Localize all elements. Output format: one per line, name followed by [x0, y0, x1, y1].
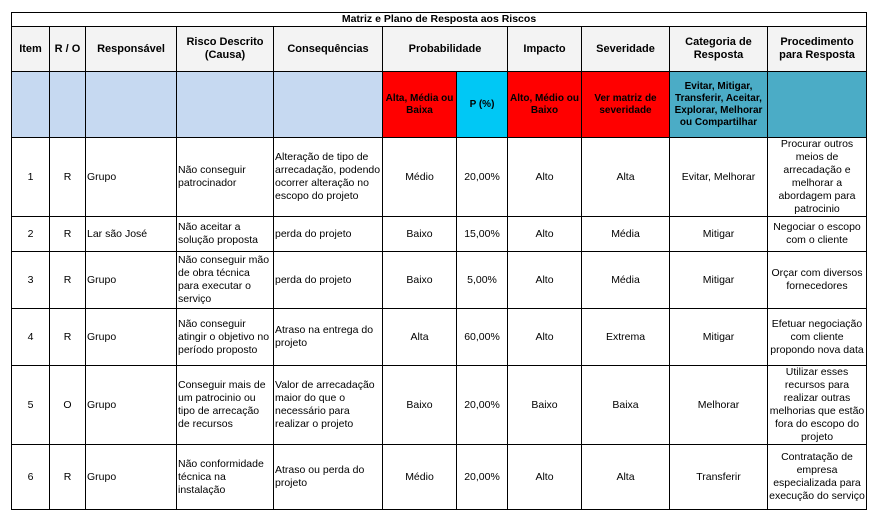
- legend-severidade: Ver matriz de severidade: [582, 72, 670, 138]
- cell-severidade: Extrema: [582, 309, 670, 366]
- cell-categoria: Evitar, Melhorar: [670, 138, 768, 217]
- cell-responsavel: Lar são José: [86, 217, 177, 252]
- table-row: [12, 138, 867, 217]
- cell-risco: Não conformidade técnica na instalação: [177, 445, 274, 510]
- cell-severidade: Baixa: [582, 366, 670, 445]
- cell-ro: R: [50, 217, 86, 252]
- cell-severidade: Média: [582, 217, 670, 252]
- cell-responsavel: Grupo: [86, 445, 177, 510]
- cell-responsavel: Grupo: [86, 252, 177, 309]
- legend-procedimento-blank: [768, 72, 867, 138]
- cell-ro: R: [50, 252, 86, 309]
- cell-probabilidade: Baixo: [383, 252, 457, 309]
- cell-risco: Não conseguir atingir o objetivo no período proposto: [177, 309, 274, 366]
- legend-categoria: Evitar, Mitigar, Transferir, Aceitar, Explorar, Melhorar ou Compartilhar: [670, 72, 768, 138]
- cell-responsavel: Grupo: [86, 138, 177, 217]
- cell-ro: R: [50, 309, 86, 366]
- cell-impacto: Alto: [508, 252, 582, 309]
- cell-consequencias: Atraso na entrega do projeto: [274, 309, 383, 366]
- cell-impacto: Baixo: [508, 366, 582, 445]
- cell-impacto: Alto: [508, 309, 582, 366]
- legend-impacto: Alto, Médio ou Baixo: [508, 72, 582, 138]
- cell-item: 2: [12, 217, 50, 252]
- cell-probabilidade: Médio: [383, 138, 457, 217]
- header-ro: R / O: [50, 27, 86, 72]
- header-row: [12, 27, 867, 72]
- cell-p: 15,00%: [457, 217, 508, 252]
- header-responsavel: Responsável: [86, 27, 177, 72]
- cell-severidade: Alta: [582, 445, 670, 510]
- table-row: [12, 217, 867, 252]
- cell-categoria: Mitigar: [670, 309, 768, 366]
- cell-procedimento: Contratação de empresa especializada para execução do serviço: [768, 445, 867, 510]
- risk-matrix-table: [11, 12, 867, 510]
- cell-consequencias: Atraso ou perda do projeto: [274, 445, 383, 510]
- header-impacto: Impacto: [508, 27, 582, 72]
- cell-consequencias: perda do projeto: [274, 217, 383, 252]
- cell-procedimento: Efetuar negociação com cliente propondo nova data: [768, 309, 867, 366]
- cell-item: 3: [12, 252, 50, 309]
- cell-categoria: Transferir: [670, 445, 768, 510]
- legend-row: [12, 72, 867, 138]
- cell-impacto: Alto: [508, 217, 582, 252]
- cell-severidade: Média: [582, 252, 670, 309]
- cell-probabilidade: Médio: [383, 445, 457, 510]
- cell-item: 5: [12, 366, 50, 445]
- cell-impacto: Alto: [508, 445, 582, 510]
- cell-p: 20,00%: [457, 366, 508, 445]
- cell-risco: Conseguir mais de um patrocinio ou tipo de arrecação de recursos: [177, 366, 274, 445]
- cell-ro: R: [50, 445, 86, 510]
- cell-item: 4: [12, 309, 50, 366]
- cell-p: 5,00%: [457, 252, 508, 309]
- cell-categoria: Mitigar: [670, 252, 768, 309]
- cell-item: 1: [12, 138, 50, 217]
- header-severidade: Severidade: [582, 27, 670, 72]
- header-risco: Risco Descrito (Causa): [177, 27, 274, 72]
- table-row: [12, 252, 867, 309]
- cell-consequencias: perda do projeto: [274, 252, 383, 309]
- cell-ro: O: [50, 366, 86, 445]
- cell-item: 6: [12, 445, 50, 510]
- header-item: Item: [12, 27, 50, 72]
- cell-categoria: Melhorar: [670, 366, 768, 445]
- cell-ro: R: [50, 138, 86, 217]
- cell-p: 20,00%: [457, 445, 508, 510]
- table-title: Matriz e Plano de Resposta aos Riscos: [12, 13, 867, 27]
- header-probabilidade: Probabilidade: [383, 27, 508, 72]
- table-row: [12, 445, 867, 510]
- cell-impacto: Alto: [508, 138, 582, 217]
- cell-responsavel: Grupo: [86, 309, 177, 366]
- cell-procedimento: Procurar outros meios de arrecadação e melhorar a abordagem para patrocinio: [768, 138, 867, 217]
- cell-responsavel: Grupo: [86, 366, 177, 445]
- table-row: [12, 366, 867, 445]
- cell-consequencias: Valor de arrecadação maior do que o necessário para realizar o projeto: [274, 366, 383, 445]
- cell-procedimento: Negociar o escopo com o cliente: [768, 217, 867, 252]
- cell-severidade: Alta: [582, 138, 670, 217]
- cell-risco: Não conseguir patrocinador: [177, 138, 274, 217]
- legend-probabilidade: Alta, Média ou Baixa: [383, 72, 457, 138]
- cell-categoria: Mitigar: [670, 217, 768, 252]
- cell-p: 20,00%: [457, 138, 508, 217]
- header-procedimento: Procedimento para Resposta: [768, 27, 867, 72]
- table-row: [12, 309, 867, 366]
- cell-p: 60,00%: [457, 309, 508, 366]
- header-consequencias: Consequências: [274, 27, 383, 72]
- cell-consequencias: Alteração de tipo de arrecadação, podendo ocorrer alteração no escopo do projeto: [274, 138, 383, 217]
- cell-probabilidade: Baixo: [383, 217, 457, 252]
- cell-procedimento: Utilizar esses recursos para realizar outras melhorias que estão fora do escopo do projeto: [768, 366, 867, 445]
- header-categoria: Categoria de Resposta: [670, 27, 768, 72]
- cell-probabilidade: Baixo: [383, 366, 457, 445]
- cell-procedimento: Orçar com diversos fornecedores: [768, 252, 867, 309]
- cell-probabilidade: Alta: [383, 309, 457, 366]
- legend-p-percent: P (%): [457, 72, 508, 138]
- cell-risco: Não aceitar a solução proposta: [177, 217, 274, 252]
- cell-risco: Não conseguir mão de obra técnica para executar o serviço: [177, 252, 274, 309]
